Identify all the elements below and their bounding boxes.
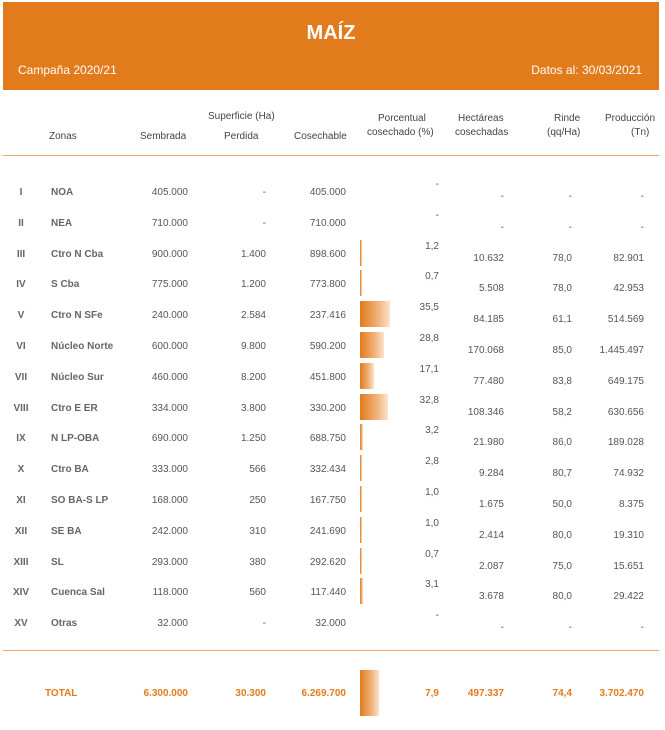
pct-bar	[360, 548, 362, 574]
perdida-value: 3.800	[240, 403, 266, 414]
total-rinde: 74,4	[552, 688, 572, 699]
report-header	[3, 2, 659, 90]
campaign-label: Campaña 2020/21	[18, 63, 117, 77]
col-header-rinde-1: Rinde	[554, 113, 581, 124]
zone-name: N LP-OBA	[51, 433, 100, 444]
hectareas-value: 2.087	[478, 561, 504, 572]
pct-value: 17,1	[419, 364, 439, 375]
pct-bar	[360, 363, 374, 389]
zone-roman-numeral: V	[17, 310, 25, 321]
cosechable-value: 330.200	[309, 403, 346, 414]
pct-bar	[360, 394, 388, 420]
sembrada-value: 710.000	[151, 218, 188, 229]
cosechable-value: 688.750	[309, 433, 346, 444]
rinde-value: 80,0	[552, 591, 572, 602]
pct-value: 1,2	[425, 241, 439, 252]
pct-value: 32,8	[419, 395, 439, 406]
sembrada-value: 333.000	[151, 464, 188, 475]
hectareas-value: 2.414	[478, 530, 504, 541]
produccion-value: 8.375	[618, 499, 644, 510]
rinde-value: 78,0	[552, 253, 572, 264]
pct-value: 35,5	[419, 302, 439, 313]
produccion-value: 189.028	[607, 437, 644, 448]
zone-name: Ctro BA	[51, 464, 89, 475]
total-perdida: 30.300	[235, 688, 266, 699]
pct-value: 2,8	[425, 456, 439, 467]
zone-name: Ctro E ER	[51, 403, 98, 414]
sembrada-value: 600.000	[151, 341, 188, 352]
sembrada-value: 293.000	[151, 557, 188, 568]
zone-roman-numeral: VI	[16, 341, 26, 352]
cosechable-value: 710.000	[309, 218, 346, 229]
rinde-value: 80,0	[552, 530, 572, 541]
rinde-value: 80,7	[552, 468, 572, 479]
rinde-value: -	[568, 222, 572, 233]
hectareas-value: 170.068	[467, 345, 504, 356]
rinde-value: 61,1	[552, 314, 572, 325]
total-pct: 7,9	[425, 688, 439, 699]
perdida-value: 1.250	[240, 433, 266, 444]
zone-roman-numeral: XIV	[12, 587, 30, 598]
cosechable-value: 898.600	[309, 249, 346, 260]
hectareas-value: 10.632	[473, 253, 504, 264]
zone-roman-numeral: XI	[16, 495, 26, 506]
produccion-value: 82.901	[613, 253, 644, 264]
sembrada-value: 334.000	[151, 403, 188, 414]
zone-name: Núcleo Sur	[51, 372, 104, 383]
zone-name: Cuenca Sal	[51, 587, 105, 598]
hectareas-value: 1.675	[478, 499, 504, 510]
perdida-value: 380	[249, 557, 266, 568]
pct-value: 3,1	[425, 579, 439, 590]
produccion-value: 630.656	[607, 407, 644, 418]
hectareas-value: 108.346	[467, 407, 504, 418]
rinde-value: 75,0	[552, 561, 572, 572]
hectareas-value: -	[500, 622, 504, 633]
rinde-value: -	[568, 622, 572, 633]
zone-roman-numeral: I	[19, 187, 23, 198]
sembrada-value: 118.000	[152, 587, 188, 598]
produccion-value: -	[640, 622, 644, 633]
cosechable-value: 332.434	[309, 464, 346, 475]
pct-value: -	[435, 610, 439, 621]
col-header-zonas: Zonas	[49, 131, 77, 142]
zone-roman-numeral: XIII	[13, 557, 29, 568]
rinde-value: 50,0	[552, 499, 572, 510]
perdida-value: 560	[249, 587, 266, 598]
zone-roman-numeral: IX	[16, 433, 26, 444]
sembrada-value: 32.000	[157, 618, 188, 629]
cosechable-value: 292.620	[309, 557, 346, 568]
cosechable-value: 451.800	[309, 372, 346, 383]
perdida-value: 250	[249, 495, 266, 506]
perdida-value: -	[262, 187, 266, 198]
col-header-porcentual-1: Porcentual	[378, 113, 426, 124]
pct-value: -	[435, 179, 439, 190]
pct-bar	[360, 270, 362, 296]
col-header-perdida: Perdida	[224, 131, 259, 142]
produccion-value: 15.651	[613, 561, 644, 572]
header-divider	[3, 155, 659, 156]
pct-bar	[360, 424, 363, 450]
perdida-value: -	[262, 618, 266, 629]
rinde-value: 58,2	[552, 407, 572, 418]
col-header-cosechable: Cosechable	[294, 131, 347, 142]
cosechable-value: 590.200	[309, 341, 346, 352]
perdida-value: 1.400	[240, 249, 266, 260]
zone-name: Núcleo Norte	[51, 341, 114, 352]
zone-name: SL	[51, 557, 64, 568]
col-header-hectareas-1: Hectáreas	[458, 113, 504, 124]
perdida-value: 2.584	[240, 310, 266, 321]
total-divider	[3, 650, 659, 651]
sembrada-value: 775.000	[151, 279, 188, 290]
sembrada-value: 242.000	[151, 526, 188, 537]
hectareas-value: 5.508	[478, 283, 504, 294]
produccion-value: 514.569	[607, 314, 644, 325]
hectareas-value: 21.980	[473, 437, 504, 448]
zone-roman-numeral: VIII	[13, 403, 29, 414]
sembrada-value: 405.000	[151, 187, 188, 198]
data-date-label: Datos al: 30/03/2021	[531, 63, 642, 77]
zone-roman-numeral: X	[17, 464, 25, 475]
col-header-produccion-2: (Tn)	[631, 127, 650, 138]
pct-value: 0,7	[425, 271, 439, 282]
zone-roman-numeral: XV	[14, 618, 28, 629]
cosechable-value: 405.000	[309, 187, 346, 198]
zone-name: SE BA	[51, 526, 82, 537]
produccion-value: 29.422	[613, 591, 644, 602]
col-header-superficie: Superficie (Ha)	[208, 111, 275, 122]
pct-bar	[360, 486, 362, 512]
zone-name: Ctro N Cba	[51, 249, 104, 260]
produccion-value: -	[640, 222, 644, 233]
perdida-value: 9.800	[240, 341, 266, 352]
produccion-value: 1.445.497	[599, 345, 644, 356]
rinde-value: -	[568, 191, 572, 202]
zone-roman-numeral: IV	[16, 279, 26, 290]
report-title: MAÍZ	[306, 22, 356, 44]
hectareas-value: -	[500, 191, 504, 202]
hectareas-value: -	[500, 222, 504, 233]
pct-value: 28,8	[419, 333, 439, 344]
col-header-produccion-1: Producción	[605, 113, 656, 124]
sembrada-value: 168.000	[151, 495, 188, 506]
total-label: TOTAL	[45, 688, 78, 699]
pct-value: 1,0	[425, 518, 439, 529]
pct-bar	[360, 578, 363, 604]
total-sembrada: 6.300.000	[143, 688, 188, 699]
pct-value: 3,2	[425, 425, 439, 436]
zone-name: Ctro N SFe	[51, 310, 103, 321]
hectareas-value: 3.678	[478, 591, 504, 602]
hectareas-value: 77.480	[473, 376, 504, 387]
pct-bar	[360, 332, 384, 358]
produccion-value: 74.932	[613, 468, 644, 479]
col-header-sembrada: Sembrada	[140, 131, 187, 142]
zone-roman-numeral: III	[16, 249, 26, 260]
pct-bar	[360, 240, 362, 266]
perdida-value: 310	[249, 526, 266, 537]
total-produccion: 3.702.470	[599, 688, 644, 699]
sembrada-value: 240.000	[151, 310, 188, 321]
total-cosechable: 6.269.700	[301, 688, 346, 699]
sembrada-value: 900.000	[151, 249, 188, 260]
sembrada-value: 690.000	[151, 433, 188, 444]
produccion-value: 19.310	[613, 530, 644, 541]
produccion-value: 42.953	[613, 283, 644, 294]
produccion-value: -	[640, 191, 644, 202]
zone-name: Otras	[51, 618, 78, 629]
produccion-value: 649.175	[607, 376, 644, 387]
perdida-value: 8.200	[240, 372, 266, 383]
hectareas-value: 9.284	[478, 468, 504, 479]
cosechable-value: 32.000	[315, 618, 346, 629]
perdida-value: -	[262, 218, 266, 229]
pct-value: -	[435, 210, 439, 221]
zone-name: S Cba	[51, 279, 80, 290]
col-header-porcentual-2: cosechado (%)	[367, 127, 434, 138]
rinde-value: 78,0	[552, 283, 572, 294]
sembrada-value: 460.000	[151, 372, 188, 383]
col-header-hectareas-2: cosechadas	[455, 127, 509, 138]
rinde-value: 85,0	[552, 345, 572, 356]
pct-value: 1,0	[425, 487, 439, 498]
pct-bar	[360, 517, 362, 543]
pct-value: 0,7	[425, 549, 439, 560]
cosechable-value: 237.416	[309, 310, 346, 321]
col-header-rinde-2: (qq/Ha)	[547, 127, 581, 138]
hectareas-value: 84.185	[473, 314, 504, 325]
perdida-value: 566	[249, 464, 266, 475]
zone-roman-numeral: VII	[14, 372, 28, 383]
perdida-value: 1.200	[240, 279, 266, 290]
zone-name: SO BA-S LP	[51, 495, 109, 506]
cosechable-value: 167.750	[309, 495, 346, 506]
zone-roman-numeral: XII	[14, 526, 28, 537]
pct-bar	[360, 455, 362, 481]
zone-roman-numeral: II	[18, 218, 24, 229]
total-hectareas: 497.337	[467, 688, 504, 699]
pct-bar	[360, 301, 390, 327]
cosechable-value: 773.800	[309, 279, 346, 290]
zone-name: NEA	[51, 218, 73, 229]
cosechable-value: 117.440	[310, 587, 346, 598]
cosechable-value: 241.690	[309, 526, 346, 537]
rinde-value: 86,0	[552, 437, 572, 448]
total-pct-bar	[360, 670, 379, 716]
rinde-value: 83,8	[552, 376, 572, 387]
zone-name: NOA	[51, 187, 74, 198]
